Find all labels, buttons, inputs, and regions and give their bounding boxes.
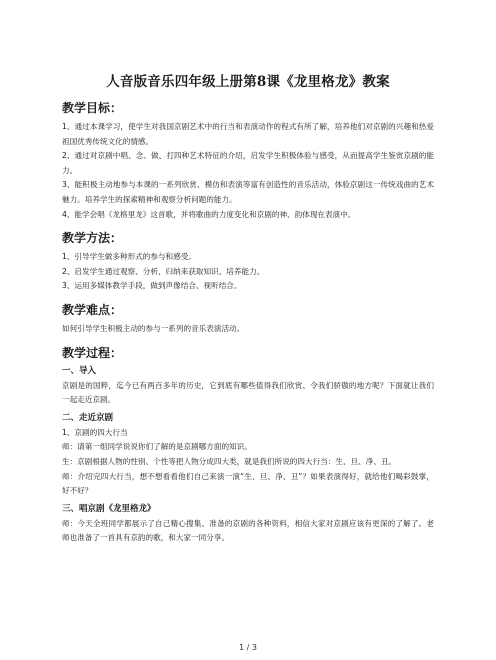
- sing-text: 师：今天全班同学都展示了自己精心搜集、准备的京剧的各种资料，相信大家对京剧应该有更深的了解了。老师也准备了一首具有京韵的歌，和大家一同分享。: [62, 518, 434, 543]
- approach-item: 师：介绍完四大行当，想不想看看他们自己来演一演“生、旦、净、丑”？如果表演得好，就给他们喝彩鼓掌，好不好？: [62, 471, 434, 496]
- difficulty-item: 如何引导学生积极主动的参与一系列的音乐表演活动。: [62, 323, 245, 333]
- sing-heading: 三、唱京剧《龙里格龙》: [62, 503, 156, 514]
- goal-item: 2、通过对京剧中唱、念、做、打四种艺术特征的介绍，启发学生积极体验与感受，从而提高学生鉴赏京剧的能力。: [62, 151, 434, 175]
- intro-heading: 一、导入: [62, 365, 97, 376]
- intro-text: 京剧是的国粹，迄今已有两百多年的历史，它到底有哪些值得我们欣赏、令我们骄傲的地方呢？下面就让我们一起走近京剧。: [62, 380, 434, 405]
- goal-item: 1、通过本课学习，使学生对我国京剧艺术中的行当和表演动作的程式有所了解，培养他们对京剧的兴趣和热爱祖国优秀传统文化的情感。: [62, 122, 434, 146]
- method-item: 1、引导学生做多种形式的参与和感受。: [62, 252, 196, 262]
- document-title: 人音版音乐四年级上册第8课《龙里格龙》教案: [106, 74, 390, 90]
- goal-item: 4、能学会唱《龙格里龙》这首歌，并将歌曲的力度变化和京剧的神、韵体现在表演中。: [62, 209, 356, 219]
- method-item: 2、启发学生通过观察、分析、归纳来获取知识、培养能力。: [62, 266, 265, 276]
- difficulty-heading: 教学难点：: [62, 302, 123, 317]
- approach-item: 生：京剧根据人物的性别、个性等把人物分成四大类，就是我们所说的四大行当：生、旦、净、丑。: [62, 456, 397, 466]
- approach-item: 1、京剧的四大行当: [62, 427, 128, 437]
- methods-heading: 教学方法：: [62, 231, 123, 246]
- approach-item: 师：请第一组同学说说你们了解的是京剧哪方面的知识。: [62, 442, 252, 452]
- page-number: 1 / 3: [239, 643, 257, 652]
- document-body: [62, 96, 434, 546]
- method-item: 3、运用多媒体教学手段，做到声像结合、视听结合。: [62, 281, 242, 291]
- goals-heading: 教学目标：: [62, 101, 123, 115]
- process-heading: 教学过程：: [62, 345, 123, 360]
- approach-heading: 二、走近京剧: [62, 412, 114, 423]
- goal-item: 3、能积极主动地参与本课的一系列欣赏、模仿和表演等富有创造性的音乐活动，体验京剧这一传统戏曲的艺术魅力。培养学生的探索精神和观察分析问题的能力。: [62, 180, 434, 204]
